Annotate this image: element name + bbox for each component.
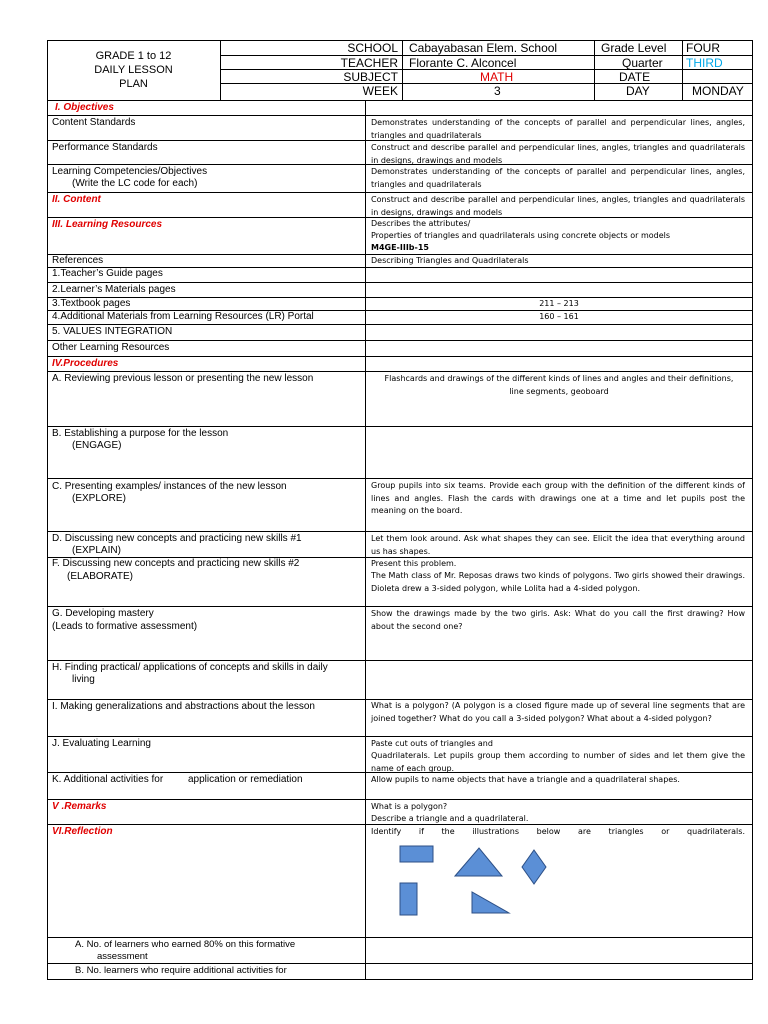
label-proc-g-line-1: G. Developing mastery: [52, 608, 154, 619]
label-values-integration: 5. VALUES INTEGRATION: [52, 326, 173, 337]
doc-title-line-2: DAILY LESSON: [94, 64, 173, 76]
value-proc-f-line-2: The Math class of Mr. Reposas draws two kinds of polygons. Two girls showed their drawings. Dioleta drew a 3-sided polygon, while Lolita had a 4-sided polygon.: [371, 571, 745, 593]
label-competencies-line-2: (Write the LC code for each): [72, 178, 198, 189]
value-resources-line-1: Describes the attributes/: [371, 219, 471, 228]
value-proc-f-line-1: Present this problem.: [371, 559, 457, 568]
value-proc-a: Flashcards and drawings of the different kinds of lines and angles and their definitions, line segments, geoboard: [384, 374, 734, 396]
triangle-shape-lower: [472, 892, 509, 913]
label-proc-c-line-1: C. Presenting examples/ instances of the new lesson: [52, 481, 287, 492]
tall-rectangle-shape: [400, 883, 417, 915]
value-proc-c: Group pupils into six teams. Provide each group with the definition of the different kinds of lines and angles. Flash the cards with drawings one at a time and let pupils post the meaning on the board.: [371, 481, 745, 515]
value-resources-line-2: Properties of triangles and quadrilaterals using concrete objects or models: [371, 231, 671, 240]
label-proc-h-line-2: living: [72, 674, 95, 685]
section-resources: III. Learning Resources: [52, 219, 163, 230]
label-proc-i: I. Making generalizations and abstractions about the lesson: [52, 701, 315, 712]
label-proc-h-line-1: H. Finding practical/ applications of concepts and skills in daily: [52, 662, 328, 673]
triangle-shape-upper: [455, 848, 502, 876]
value-proc-j-line-2: Quadrilaterals. Let pupils group them according to number of sides and let them give the name of each group.: [371, 751, 745, 773]
label-reflect-b: B. No. learners who require additional activities for: [75, 965, 287, 976]
label-content-standards: Content Standards: [52, 117, 136, 128]
value-reflection: Identify if the illustrations below are triangles or quadrilaterals.: [371, 827, 745, 836]
label-proc-k-line-1: K. Additional activities for: [52, 774, 164, 785]
value-resources-code: M4GE-IIIb-15: [371, 243, 429, 252]
label-proc-b-line-2: (ENGAGE): [72, 440, 122, 451]
subject-value: MATH: [480, 70, 514, 84]
label-proc-a: A. Reviewing previous lesson or presenting the new lesson: [52, 373, 314, 384]
section-remarks: V .Remarks: [52, 801, 107, 812]
grade-level-label: Grade Level: [601, 41, 667, 55]
value-proc-g: Show the drawings made by the two girls. Ask: What do you call the first drawing? How about the second one?: [371, 609, 745, 631]
subject-label: SUBJECT: [343, 70, 398, 84]
value-performance-standards: Construct and describe parallel and perpendicular lines, angles, triangles and quadrilaterals in designs, drawings and models: [371, 143, 745, 165]
grade-level-value: FOUR: [686, 41, 720, 55]
value-proc-k: Allow pupils to name objects that have a triangle and a quadrilateral shapes.: [371, 775, 680, 784]
label-proc-f-line-2: (ELABORATE): [67, 571, 133, 582]
label-competencies-line-1: Learning Competencies/Objectives: [52, 166, 208, 177]
quarter-value: THIRD: [686, 56, 723, 70]
school-label: SCHOOL: [347, 41, 398, 55]
value-proc-i: What is a polygon? (A polygon is a closed figure made up of several line segments that are joined together? What do you call a 3-sided polygon? What about a 4-sided polygon?: [371, 701, 745, 723]
teacher-value: Florante C. Alconcel: [409, 56, 517, 70]
value-remarks-line-2: Describe a triangle and a quadrilateral.: [371, 814, 529, 823]
value-textbook-pages: 211 – 213: [539, 299, 579, 308]
section-procedures: IV.Procedures: [52, 358, 119, 369]
label-other-resources: Other Learning Resources: [52, 342, 170, 353]
diamond-shape: [522, 850, 546, 884]
label-proc-k-line-2: application or remediation: [188, 774, 303, 785]
label-references: References: [52, 255, 104, 266]
doc-title-line-3: PLAN: [119, 78, 148, 90]
label-lm-pages: 2.Learner’s Materials pages: [52, 284, 176, 295]
school-value: Cabayabasan Elem. School: [409, 41, 558, 55]
day-label: DAY: [626, 84, 650, 98]
label-additional-materials: 4.Additional Materials from Learning Resources (LR) Portal: [52, 311, 314, 322]
reflection-illustrations: [392, 840, 552, 920]
label-performance-standards: Performance Standards: [52, 142, 158, 153]
value-references: Describing Triangles and Quadrilaterals: [371, 256, 529, 265]
label-tg-pages: 1.Teacher’s Guide pages: [52, 268, 163, 279]
label-reflect-a-line-1: A. No. of learners who earned 80% on this formative: [75, 939, 296, 950]
week-label: WEEK: [362, 84, 398, 98]
section-reflection: VI.Reflection: [52, 826, 113, 837]
value-content-standards: Demonstrates understanding of the concepts of parallel and perpendicular lines, angles, triangles and quadrilaterals: [371, 118, 745, 140]
value-remarks-line-1: What is a polygon?: [371, 802, 448, 811]
label-proc-d-line-1: D. Discussing new concepts and practicing new skills #1: [52, 533, 302, 544]
value-additional-materials: 160 – 161: [539, 312, 579, 321]
label-proc-f-line-1: F. Discussing new concepts and practicing new skills #2: [52, 558, 300, 569]
label-proc-b-line-1: B. Establishing a purpose for the lesson: [52, 428, 229, 439]
rectangle-shape: [400, 846, 433, 862]
value-proc-j-line-1: Paste cut outs of triangles and: [371, 739, 493, 748]
label-proc-j: J. Evaluating Learning: [52, 738, 151, 749]
section-content: II. Content: [52, 194, 101, 205]
quarter-label: Quarter: [622, 56, 663, 70]
value-content: Construct and describe parallel and perpendicular lines, angles, triangles and quadrilaterals in designs, drawings and models: [371, 195, 745, 217]
label-textbook-pages: 3.Textbook pages: [52, 298, 131, 309]
week-value: 3: [494, 84, 501, 98]
doc-title-line-1: GRADE 1 to 12: [95, 50, 172, 62]
label-proc-c-line-2: (EXPLORE): [72, 493, 126, 504]
teacher-label: TEACHER: [340, 56, 398, 70]
date-label: DATE: [619, 70, 651, 84]
label-proc-g-line-2: (Leads to formative assessment): [52, 621, 198, 632]
day-value: MONDAY: [692, 84, 744, 98]
value-proc-d: Let them look around. Ask what shapes they can see. Elicit the idea that everything around us has shapes.: [371, 534, 745, 556]
label-proc-d-line-2: (EXPLAIN): [72, 545, 121, 556]
label-reflect-a-line-2: assessment: [97, 951, 148, 962]
value-competencies: Demonstrates understanding of the concepts of parallel and perpendicular lines, angles, triangles and quadrilaterals: [371, 167, 745, 189]
section-objectives: I. Objectives: [55, 102, 114, 113]
